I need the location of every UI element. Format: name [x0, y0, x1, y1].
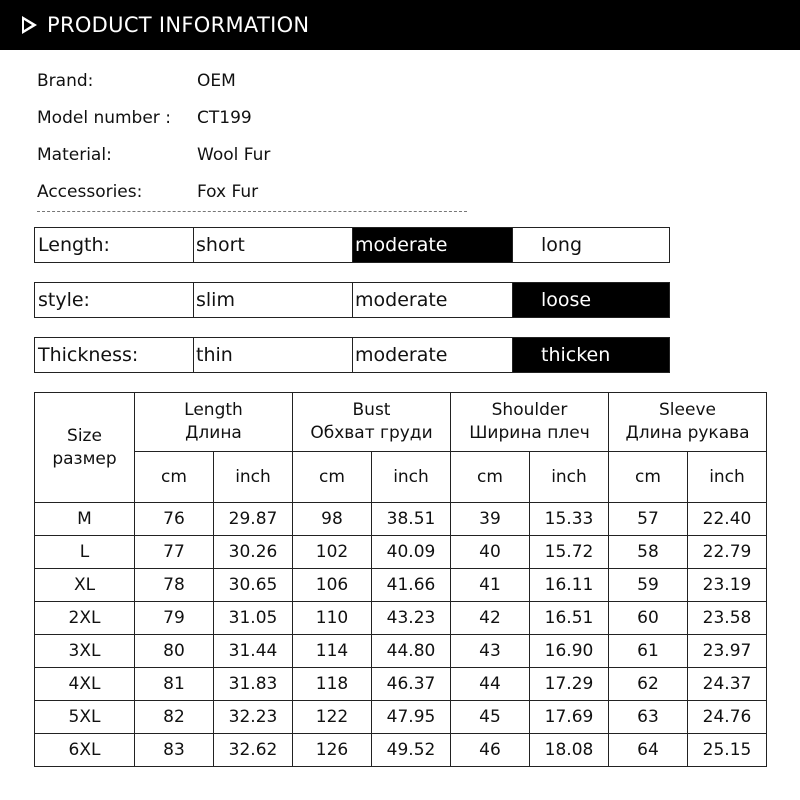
measurement-cell: 30.65	[214, 569, 293, 602]
measurement-cell: 61	[609, 635, 688, 668]
attribute-row-length	[34, 227, 670, 263]
measurement-cell: 45	[451, 701, 530, 734]
info-label: Accessories:	[37, 181, 143, 202]
measurement-cell: 39	[451, 503, 530, 536]
measurement-cell: 15.33	[530, 503, 609, 536]
measurement-cell: 43.23	[372, 602, 451, 635]
measurement-cell: 126	[293, 734, 372, 767]
measurement-cell: 76	[135, 503, 214, 536]
measurement-cell: 16.51	[530, 602, 609, 635]
measurement-cell: 118	[293, 668, 372, 701]
measurement-cell: 60	[609, 602, 688, 635]
unit-header: inch	[530, 452, 609, 503]
measurement-cell: 24.76	[688, 701, 767, 734]
measurement-cell: 29.87	[214, 503, 293, 536]
info-row-material	[37, 136, 270, 173]
attribute-label: Thickness:	[35, 338, 194, 372]
attribute-option: moderate	[355, 289, 448, 311]
measurement-cell: 98	[293, 503, 372, 536]
measurement-cell: 44.80	[372, 635, 451, 668]
measurement-cell: 80	[135, 635, 214, 668]
measurement-cell: 46.37	[372, 668, 451, 701]
info-row-brand	[37, 62, 270, 99]
measurement-cell: 30.26	[214, 536, 293, 569]
attribute-label: style:	[35, 283, 194, 317]
measurement-cell: 16.11	[530, 569, 609, 602]
unit-header: inch	[214, 452, 293, 503]
group-en: Sleeve	[659, 400, 716, 420]
table-row	[35, 569, 767, 602]
table-row	[35, 602, 767, 635]
info-value: Fox Fur	[197, 181, 259, 202]
dashed-divider	[37, 211, 467, 212]
measurement-cell: 18.08	[530, 734, 609, 767]
info-value: OEM	[197, 70, 236, 91]
measurement-cell: 78	[135, 569, 214, 602]
measurement-cell: 23.97	[688, 635, 767, 668]
info-row-accessories	[37, 173, 270, 210]
size-cell: 6XL	[35, 734, 135, 767]
table-row	[35, 536, 767, 569]
page-title: PRODUCT INFORMATION	[47, 13, 310, 37]
measurement-cell: 41.66	[372, 569, 451, 602]
info-value: Wool Fur	[197, 144, 271, 165]
size-header-en: Size	[67, 425, 102, 446]
measurement-cell: 16.90	[530, 635, 609, 668]
size-header-cell	[35, 393, 135, 503]
size-chart-table	[34, 392, 767, 767]
measurement-cell: 22.40	[688, 503, 767, 536]
measurement-cell: 63	[609, 701, 688, 734]
measurement-cell: 23.58	[688, 602, 767, 635]
table-row	[35, 635, 767, 668]
group-ru: Длина	[185, 423, 242, 443]
group-header-length	[135, 393, 293, 452]
measurement-cell: 25.15	[688, 734, 767, 767]
measurement-cell: 42	[451, 602, 530, 635]
table-row	[35, 503, 767, 536]
attribute-label: Length:	[35, 228, 194, 262]
size-cell: L	[35, 536, 135, 569]
measurement-cell: 102	[293, 536, 372, 569]
group-ru: Обхват груди	[310, 423, 433, 443]
measurement-cell: 40	[451, 536, 530, 569]
unit-header: inch	[688, 452, 767, 503]
info-label: Model number :	[37, 107, 171, 128]
play-triangle-icon	[22, 16, 37, 34]
measurement-cell: 31.05	[214, 602, 293, 635]
size-cell: 5XL	[35, 701, 135, 734]
measurement-cell: 24.37	[688, 668, 767, 701]
measurement-cell: 44	[451, 668, 530, 701]
unit-header: cm	[609, 452, 688, 503]
measurement-cell: 17.29	[530, 668, 609, 701]
size-cell: 4XL	[35, 668, 135, 701]
attribute-option: moderate	[355, 344, 448, 366]
table-row	[35, 668, 767, 701]
size-cell: 2XL	[35, 602, 135, 635]
measurement-cell: 64	[609, 734, 688, 767]
measurement-cell: 79	[135, 602, 214, 635]
measurement-cell: 58	[609, 536, 688, 569]
measurement-cell: 81	[135, 668, 214, 701]
measurement-cell: 46	[451, 734, 530, 767]
attribute-option: thin	[194, 338, 353, 372]
group-en: Length	[184, 400, 243, 420]
size-cell: XL	[35, 569, 135, 602]
measurement-cell: 82	[135, 701, 214, 734]
measurement-cell: 32.62	[214, 734, 293, 767]
attribute-option: long	[512, 228, 669, 262]
measurement-cell: 83	[135, 734, 214, 767]
measurement-cell: 31.83	[214, 668, 293, 701]
attribute-option: short	[194, 228, 353, 262]
group-header-shoulder	[451, 393, 609, 452]
info-label: Brand:	[37, 70, 94, 91]
measurement-cell: 38.51	[372, 503, 451, 536]
unit-header: cm	[135, 452, 214, 503]
group-en: Bust	[352, 400, 391, 420]
measurement-cell: 17.69	[530, 701, 609, 734]
measurement-cell: 43	[451, 635, 530, 668]
group-header-sleeve	[609, 393, 767, 452]
measurement-cell: 47.95	[372, 701, 451, 734]
measurement-cell: 41	[451, 569, 530, 602]
group-ru: Длина рукава	[625, 423, 750, 443]
measurement-cell: 32.23	[214, 701, 293, 734]
measurement-cell: 110	[293, 602, 372, 635]
measurement-cell: 59	[609, 569, 688, 602]
measurement-cell: 57	[609, 503, 688, 536]
table-row	[35, 701, 767, 734]
info-row-model	[37, 99, 270, 136]
table-row	[35, 734, 767, 767]
measurement-cell: 49.52	[372, 734, 451, 767]
measurement-cell: 106	[293, 569, 372, 602]
group-header-bust	[293, 393, 451, 452]
size-header-ru: размер	[52, 448, 117, 469]
info-value: CT199	[197, 107, 252, 128]
measurement-cell: 15.72	[530, 536, 609, 569]
measurement-cell: 31.44	[214, 635, 293, 668]
measurement-cell: 23.19	[688, 569, 767, 602]
unit-header: inch	[372, 452, 451, 503]
attribute-option: thicken	[512, 338, 669, 372]
attribute-row-thickness	[34, 337, 670, 373]
attribute-option: loose	[512, 283, 669, 317]
info-label: Material:	[37, 144, 112, 165]
measurement-cell: 122	[293, 701, 372, 734]
measurement-cell: 40.09	[372, 536, 451, 569]
unit-header: cm	[293, 452, 372, 503]
group-ru: Ширина плеч	[469, 423, 590, 443]
size-cell: M	[35, 503, 135, 536]
product-info-list	[37, 62, 270, 210]
attribute-row-style	[34, 282, 670, 318]
measurement-cell: 77	[135, 536, 214, 569]
measurement-cell: 62	[609, 668, 688, 701]
header-banner	[0, 0, 800, 50]
size-cell: 3XL	[35, 635, 135, 668]
unit-header: cm	[451, 452, 530, 503]
measurement-cell: 114	[293, 635, 372, 668]
group-en: Shoulder	[491, 400, 568, 420]
measurement-cell: 22.79	[688, 536, 767, 569]
attribute-option: moderate	[353, 228, 512, 262]
size-table-body	[35, 503, 767, 767]
attribute-option: slim	[194, 283, 353, 317]
